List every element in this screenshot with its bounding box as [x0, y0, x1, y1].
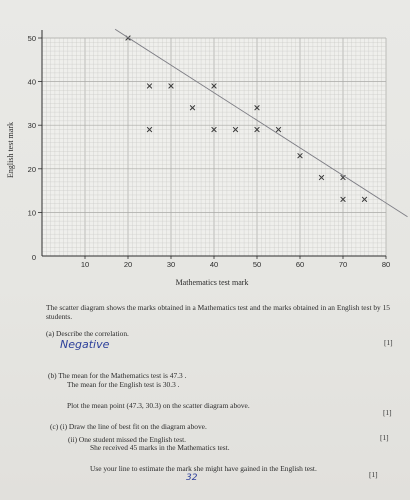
chart-grid [42, 38, 386, 256]
marks-b: [1] [383, 408, 392, 417]
x-tick-label: 60 [295, 260, 305, 269]
question-b-line1: (b) The mean for the Mathematics test is 47.3 . [48, 371, 187, 380]
intro-text: The scatter diagram shows the marks obtained in a Mathematics test and the marks obtained in an English test by 15 students. [46, 303, 390, 321]
question-b-line2: The mean for the English test is 30.3 . [67, 380, 180, 389]
marks-c-i: [1] [380, 433, 389, 442]
marks-c-ii: [1] [369, 470, 378, 479]
y-tick-label: 30 [27, 121, 36, 131]
marks-a: [1] [384, 338, 393, 347]
question-a: (a) Describe the correlation. [46, 329, 129, 338]
y-tick-label: 40 [27, 77, 36, 87]
question-c-ii-line2: She received 45 marks in the Mathematics test. [90, 443, 230, 452]
y-tick-label: 20 [27, 164, 36, 174]
x-tick-label: 50 [252, 260, 262, 269]
x-tick-label: 20 [123, 260, 133, 269]
x-tick-label: 10 [80, 260, 90, 269]
x-axis-label: Mathematics test mark [175, 278, 249, 287]
y-tick-label: 10 [27, 208, 36, 218]
answer-a: Negative [60, 338, 110, 351]
x-tick-label: 40 [209, 260, 219, 269]
origin-tick-label: 0 [31, 253, 36, 262]
y-axis-label: English test mark [6, 122, 15, 178]
x-tick-label: 70 [338, 260, 348, 269]
question-b-line3: Plot the mean point (47.3, 30.3) on the scatter diagram above. [67, 401, 250, 410]
y-tick-label: 50 [27, 34, 36, 43]
question-c-ii-line3: Use your line to estimate the mark she might have gained in the English test. [90, 464, 317, 473]
question-c-i: (c) (i) Draw the line of best fit on the diagram above. [50, 422, 207, 431]
x-tick-label: 80 [381, 260, 391, 269]
answer-c-ii: 32 [186, 473, 198, 483]
x-tick-label: 30 [166, 260, 176, 269]
question-c-ii-line1: (ii) One student missed the English test. [68, 435, 187, 444]
